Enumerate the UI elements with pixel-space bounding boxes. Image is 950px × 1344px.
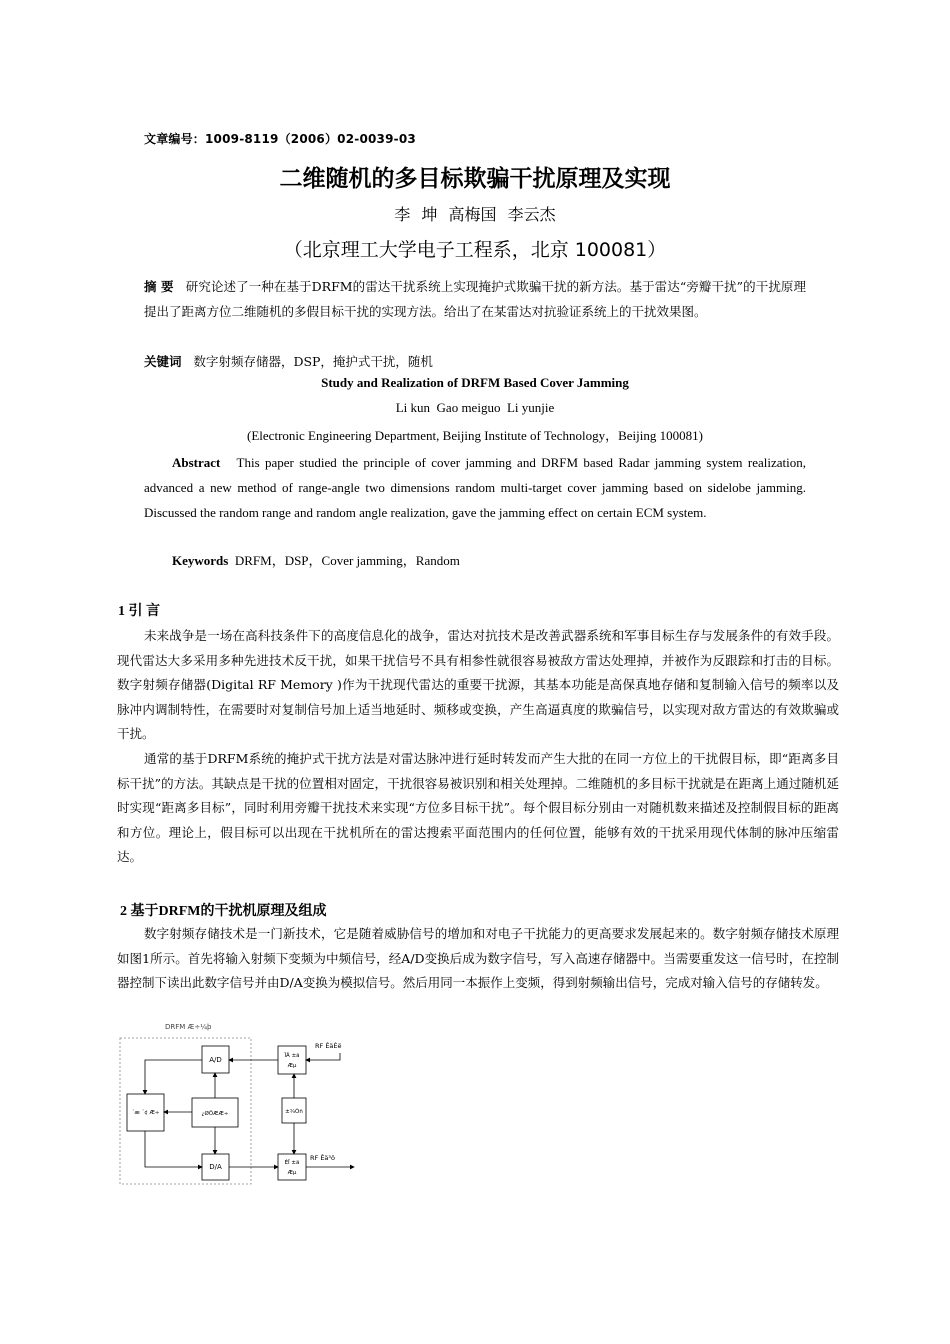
affiliation: （北京理工大学电子工程系，北京 100081） [283,239,667,261]
adc-label: A/D [209,1056,222,1064]
paper-title: 二维随机的多目标欺骗干扰原理及实现 [279,166,671,192]
section-2-paragraph-1: 数字射频存储技术是一门新技术，它是随着威胁信号的增加和对电子干扰能力的更高要求发展起来的。数字射频存储技术原理如图1所示。首先将输入射频下变频为中频信号，经A/D变换后成为数字信号，写入高速存储器中。当需要重发这一信号时，在控制器控制下读出此数字信号并由D/A变换为模拟信号。然后用同一本振作上变频，得到射频输出信号，完成对输入信号的存储转发。 [117,926,839,991]
downconverter-label-1: ÏÂ ±ä [284,1053,300,1059]
keywords-cn [144,349,806,374]
upconverter-label-1: ÉÏ ±ä [284,1160,300,1166]
diagram-connections [145,1053,354,1167]
local-oscillator-label: ±¾Õñ [285,1109,303,1115]
keywords-cn-label: 关键词 [144,354,182,369]
english-abstract-label: Abstract [172,455,221,470]
rf-input-label: RF ÊäÈë [315,1042,342,1050]
controller-label: ¿ØÖÆÆ÷ [201,1111,229,1117]
english-abstract [144,450,806,525]
rf-output-label: RF Êä³ö [310,1154,335,1162]
upconverter-label-2: Æµ [287,1170,297,1176]
abstract-cn-text: 研究论述了一种在基于DRFM的雷达干扰系统上实现掩护式欺骗干扰的新方法。基于雷达“旁瓣干扰”的干扰原理提出了距离方位二维随机的多假目标干扰的实现方法。给出了在某雷达对抗验证系统上的干扰效果图。 [144,279,806,319]
keywords-cn-text: 数字射频存储器，DSP，掩护式干扰，随机 [193,354,433,369]
english-abstract-text: This paper studied the principle of cover jamming and DRFM based Radar jamming system realization, advanced a new method of range-angle two dimensions random multi-target cover jamming based on sidelobe jamming. Discussed the random range and random angle realization, gave the jamming effect on certain ECM system. [144,455,806,520]
english-keywords [172,550,460,569]
downconverter-label-2: Æµ [287,1063,297,1069]
english-keywords-text: DRFM，DSP，Cover jamming，Random [234,553,460,568]
memory-label: ´æ ´¢ Æ÷ [131,1110,160,1116]
section-1-paragraph-2: 通常的基于DRFM系统的掩护式干扰方法是对雷达脉冲进行延时转发而产生大批的在同一方位上的干扰假目标，即“距离多目标干扰”的方法。其缺点是干扰的位置相对固定，干扰很容易被识别和相关处理掉。二维随机的多目标干扰就是在距离上通过随机延时实现“距离多目标”，同时利用旁瓣干扰技术来实现“方位多目标干扰”。每个假目标分别由一对随机数来描述及控制假目标的距离和方位。理论上，假目标可以出现在干扰机所在的雷达搜索平面范围内的任何位置，能够有效的干扰采用现代体制的脉冲压缩雷达。 [117,751,839,865]
abstract-cn-label: 摘 要 [144,279,174,294]
english-title: Study and Realization of DRFM Based Cover Jamming [321,375,629,390]
figure-caption-drfm: DRFM Æ÷¼þ [165,1023,212,1031]
dac-label: D/A [209,1163,222,1171]
drfm-block-diagram [110,1018,370,1190]
abstract-cn [144,274,806,324]
section-1-heading: 1 引 言 [118,604,160,619]
section-2-heading: 2 基于DRFM的干扰机原理及组成 [120,904,327,919]
english-keywords-label: Keywords [172,553,229,568]
article-number: 文章编号：1009-8119（2006）02-0039-03 [144,132,416,146]
downconverter-block [278,1046,306,1074]
english-authors: Li kun Gao meiguo Li yunjie [395,400,555,415]
upconverter-block [278,1154,306,1180]
section-1-paragraph-1: 未来战争是一场在高科技条件下的高度信息化的战争，雷达对抗技术是改善武器系统和军事目标生存与发展条件的有效手段。现代雷达大多采用多种先进技术反干扰，如果干扰信号不具有相参性就很容易被敌方雷达处理掉，并被作为反跟踪和打击的目标。数字射频存储器(Digital RF Memory )作为干扰现代雷达的重要干扰源，其基本功能是高保真地存储和复制输入信号的频率以及脉冲内调制特性，在需要时对复制信号加上适当地延时、频移或变换，产生高逼真度的欺骗信号，以实现对敌方雷达的有效欺骗或干扰。 [117,628,839,742]
english-affiliation: (Electronic Engineering Department, Beijing Institute of Technology，Beijing 100081) [247,428,703,443]
authors: 李 坤 高梅国 李云杰 [394,205,556,224]
